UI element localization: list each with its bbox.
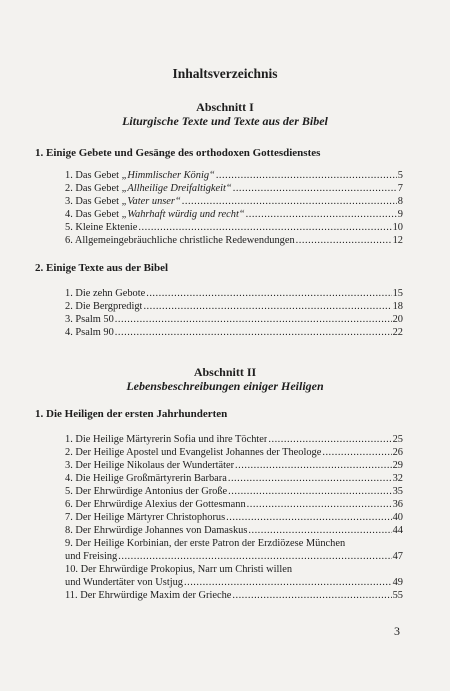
entry-page: 35 (392, 486, 403, 497)
group-heading: 1. Die Heiligen der ersten Jahrhunderten (35, 408, 228, 420)
leader-dots (184, 576, 392, 589)
toc-entry[interactable] (65, 234, 403, 247)
entry-label: 8. Der Ehrwürdige Johannes von Damaskus (65, 525, 248, 536)
leader-dots (233, 182, 397, 195)
entry-label: 2. Der Heilige Apostel und Evangelist Johannes der Theologe (65, 447, 322, 458)
entry-page: 49 (392, 577, 403, 588)
entry-label: 3. Der Heilige Nikolaus der Wundertäter (65, 460, 235, 471)
toc-entries (65, 287, 403, 339)
leader-dots (247, 498, 392, 511)
entry-label: 3. Das Gebet „Vater unser“ (65, 196, 181, 207)
toc-entry[interactable] (65, 459, 403, 472)
leader-dots (228, 472, 392, 485)
entry-label: 6. Allgemeingebräuchliche christliche Redewendungen (65, 235, 295, 246)
entry-label: 4. Das Gebet „Wahrhaft würdig und recht“ (65, 209, 245, 220)
toc-entry[interactable] (65, 433, 403, 446)
toc-entry[interactable] (65, 300, 403, 313)
section-subtitle: Liturgische Texte und Texte aus der Bibel (122, 114, 328, 128)
toc-entry[interactable] (65, 221, 403, 234)
entry-page: 10 (392, 222, 403, 233)
entry-page: 12 (392, 235, 403, 246)
leader-dots (182, 195, 397, 208)
group-heading: 1. Einige Gebete und Gesänge des orthodoxen Gottesdienstes (35, 147, 321, 159)
entry-label: 4. Psalm 90 (65, 327, 114, 338)
leader-dots (216, 169, 397, 182)
entry-page: 18 (392, 301, 403, 312)
entry-label: 1. Das Gebet „Himmlischer König“ (65, 170, 215, 181)
entry-page: 20 (392, 314, 403, 325)
leader-dots (322, 446, 391, 459)
entry-page: 26 (392, 447, 403, 458)
leader-dots (226, 511, 391, 524)
toc-entry[interactable] (65, 313, 403, 326)
entry-label: 9. Der Heilige Korbinian, der erste Patron der Erzdiözese München (65, 538, 346, 549)
toc-entry[interactable] (65, 485, 403, 498)
toc-entry[interactable] (65, 550, 403, 563)
toc-entry[interactable] (65, 498, 403, 511)
section-heading: Abschnitt II (193, 365, 257, 379)
entry-label: 2. Das Gebet „Allheilige Dreifaltigkeit“ (65, 183, 232, 194)
entry-page: 15 (392, 288, 403, 299)
toc-entry[interactable] (65, 511, 403, 524)
leader-dots (248, 524, 391, 537)
group-heading: 2. Einige Texte aus der Bibel (35, 262, 169, 274)
entry-page: 29 (392, 460, 403, 471)
entry-page: 55 (392, 590, 403, 601)
entry-label: 5. Kleine Ektenie (65, 222, 138, 233)
leader-dots (232, 589, 391, 602)
entry-page: 40 (392, 512, 403, 523)
toc-entry[interactable] (65, 208, 403, 221)
entry-label: 2. Die Bergpredigt (65, 301, 143, 312)
toc-entry[interactable] (65, 287, 403, 300)
toc-title: Inhaltsverzeichnis (172, 66, 278, 81)
entry-page: 7 (397, 183, 403, 194)
toc-entry[interactable] (65, 446, 403, 459)
entry-label: 1. Die zehn Gebote (65, 288, 146, 299)
entry-page: 22 (392, 327, 403, 338)
entry-page: 36 (392, 499, 403, 510)
leader-dots (228, 485, 391, 498)
leader-dots (246, 208, 397, 221)
entry-page: 5 (397, 170, 403, 181)
leader-dots (146, 287, 391, 300)
toc-entries (65, 169, 403, 247)
entry-page: 25 (392, 434, 403, 445)
entry-label: 11. Der Ehrwürdige Maxim der Grieche (65, 590, 232, 601)
entry-label: 3. Psalm 50 (65, 314, 114, 325)
entry-label: 6. Der Ehrwürdige Alexius der Gottesmann (65, 499, 246, 510)
toc-entry[interactable] (65, 195, 403, 208)
entry-page: 44 (392, 525, 403, 536)
entry-page: 32 (392, 473, 403, 484)
leader-dots (115, 326, 392, 339)
toc-entry[interactable] (65, 472, 403, 485)
page-number: 3 (394, 624, 400, 638)
toc-entries (65, 433, 403, 602)
entry-label: 10. Der Ehrwürdige Prokopius, Narr um Christi willen (65, 564, 293, 575)
toc-entry[interactable] (65, 589, 403, 602)
section-heading: Abschnitt I (196, 100, 254, 114)
toc-entry[interactable] (65, 576, 403, 589)
entry-page: 9 (397, 209, 403, 220)
entry-label: und Freising (65, 551, 118, 562)
leader-dots (235, 459, 392, 472)
toc-entry-first-line[interactable] (65, 563, 403, 576)
entry-label: 5. Der Ehrwürdige Antonius der Große (65, 486, 228, 497)
entry-label: 1. Die Heilige Märtyrerin Sofia und ihre Töchter (65, 434, 268, 445)
leader-dots (118, 550, 391, 563)
entry-page: 47 (392, 551, 403, 562)
leader-dots (138, 221, 391, 234)
toc-entry[interactable] (65, 326, 403, 339)
toc-entry[interactable] (65, 182, 403, 195)
toc-entry[interactable] (65, 169, 403, 182)
leader-dots (268, 433, 391, 446)
section-subtitle: Lebensbeschreibungen einiger Heiligen (126, 379, 324, 393)
entry-page: 8 (397, 196, 403, 207)
toc-entry[interactable] (65, 524, 403, 537)
leader-dots (143, 300, 391, 313)
leader-dots (296, 234, 392, 247)
entry-label: 7. Der Heilige Märtyrer Christophorus (65, 512, 226, 523)
entry-label: 4. Die Heilige Großmärtyrerin Barbara (65, 473, 227, 484)
entry-label: und Wundertäter von Ustjug (65, 577, 183, 588)
toc-entry-first-line[interactable] (65, 537, 403, 550)
leader-dots (115, 313, 392, 326)
